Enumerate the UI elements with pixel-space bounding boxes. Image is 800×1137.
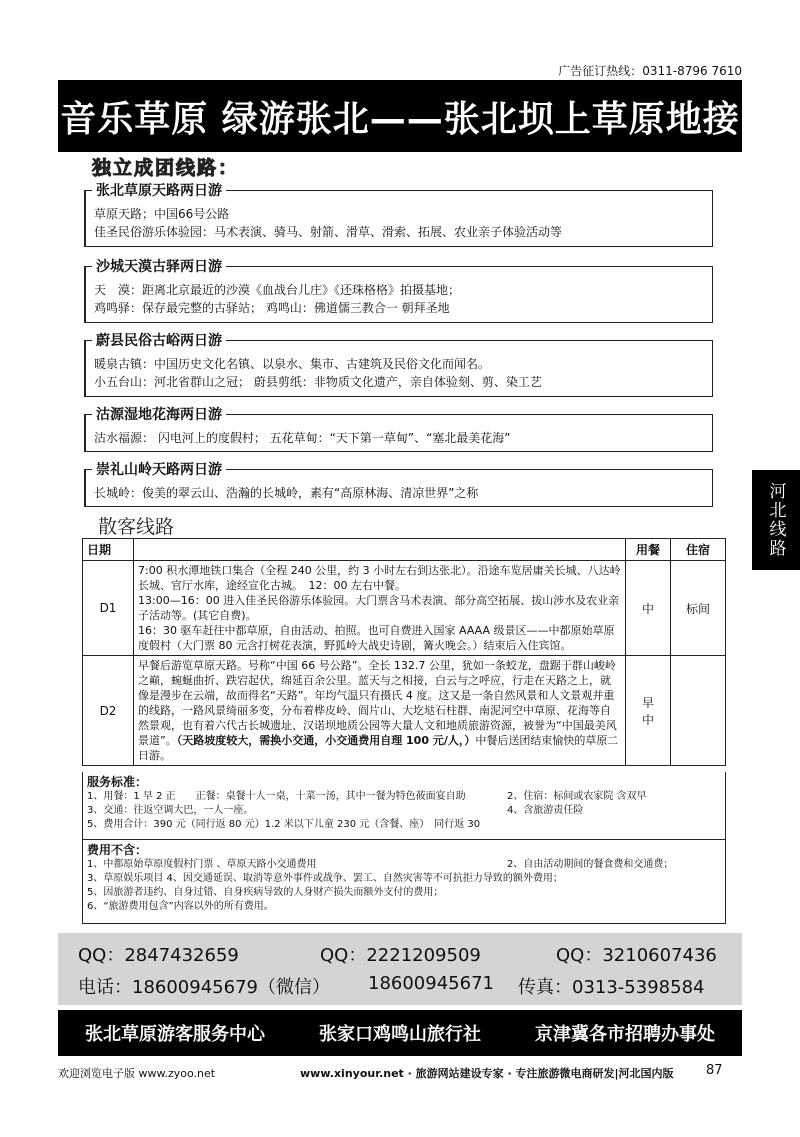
- route-line: 天 漠：距离北京最近的沙漠《血战台儿庄》《还珠格格》拍摄基地；: [94, 283, 461, 297]
- route-line: 小五台山：河北省群山之冠； 蔚县剪纸：非物质文化遗产，亲自体验刻、剪、染工艺: [94, 375, 542, 389]
- info-row: [87, 790, 721, 804]
- service-fee: 5、费用合计：390 元（同行返 80 元）1.2 米以下儿童 230 元（含餐、座） 同行返 30: [87, 819, 481, 830]
- qq-contact: QQ：2221209509: [320, 945, 481, 966]
- service-stay: 2、住宿：标间或农家院 含双早: [507, 791, 647, 802]
- exclude-line: 6、“旅游费用包含”内容以外的所有费用。: [87, 901, 274, 912]
- exclude-line: 3、草原娱乐项目 4、因交通延误、取消等意外事件或战争、罢工、自然灾害等不可抗拒力导致的额外费用；: [87, 873, 563, 884]
- route-line: 鸡鸣驿：保存最完整的古驿站； 鸡鸣山：佛道儒三教合一 朝拜圣地: [94, 301, 450, 315]
- meal-cell: 中: [626, 561, 671, 656]
- service-standard-box: [82, 772, 726, 840]
- meal-breakfast: 早: [641, 695, 654, 710]
- route-box-chongli: [84, 462, 713, 507]
- route-line: 暖泉古镇：中国历史文化名镇、以泉水、集市、古建筑及民俗文化而闻名。: [94, 357, 491, 371]
- contact-panel: [58, 933, 742, 1005]
- route-line: 草原天路；中国66号公路: [94, 207, 230, 221]
- side-tab-label: 河北线路: [765, 482, 786, 558]
- route-line: 沽水福源： 闪电河上的度假村； 五花草甸：“天下第一草甸”、“塞北最美花海”: [94, 431, 511, 445]
- phone-contact-2: 18600945671: [368, 973, 494, 994]
- itinerary-paragraph: 13:00—16：00 进入佳圣民俗游乐体验园。大门票含马术表演、部分高空拓展、拔山涉水及农业亲子活动等。(其它自费)。: [138, 594, 620, 622]
- ebook-link: 欢迎浏览电子版 www.zyoo.net: [58, 1067, 216, 1080]
- header-content: [134, 539, 626, 561]
- org-name: 张家口鸡鸣山旅行社: [319, 1024, 481, 1045]
- route-box-yuxian: [84, 333, 713, 397]
- qq-contact: QQ：2847432659: [78, 945, 239, 966]
- header-meal: 用餐: [626, 539, 671, 561]
- itinerary-table: [82, 538, 726, 766]
- itinerary-paragraph: 中餐后送团结束愉快的草原二日游。: [138, 734, 619, 762]
- fee-exclusion-box: [82, 840, 726, 924]
- itinerary-note-bold: （天路坡度较大，需换小交通，小交通费用自理 100 元/人，）: [176, 734, 476, 747]
- service-insurance: 4、含旅游责任险: [507, 805, 584, 816]
- route-title: 张北草原天路两日游: [92, 180, 226, 200]
- itinerary-paragraph: 16：30 驱车赶往中都草原，自由活动、拍照。也可自费进入国家 AAAA 级景区——中都原始草原度假村（大门票 80 元含打树花表演，野狐岭大战史诗剧，篝火晚会。）结束后入住宾馆。: [138, 624, 615, 652]
- service-traffic: 3、交通：往返空调大巴，一人一座。: [87, 805, 254, 816]
- qq-contact: QQ：3210607436: [556, 945, 717, 966]
- route-title: 沙城天漠古驿两日游: [92, 256, 226, 276]
- info-row: [87, 804, 721, 818]
- info-row: [87, 858, 721, 872]
- table-row-d2: [83, 656, 726, 766]
- site-slogan: www.xinyour.net · 旅游网站建设专家 · 专注旅游微电商研发|河北国内版: [300, 1067, 674, 1080]
- table-row-d1: [83, 561, 726, 656]
- exclude-line: 2、自由活动期间的餐食费和交通费；: [507, 859, 674, 870]
- meal-lunch: 中: [641, 712, 654, 727]
- service-meal: 1、用餐：1 早 2 正 正餐：桌餐十人一桌，十菜一汤，其中一餐为特色莜面宴自助: [87, 791, 466, 802]
- hotel-cell: [671, 656, 726, 766]
- header-hotel: 住宿: [671, 539, 726, 561]
- section-heading-group-routes: 独立成团线路：: [92, 157, 240, 179]
- exclude-line: 1、中都原始草原度假村门票 、草原天路小交通费用: [87, 859, 317, 870]
- exclude-title: 费用不含：: [87, 843, 148, 857]
- route-box-zhangbei: [84, 183, 713, 247]
- fax-contact: 传真：0313-5398584: [518, 977, 705, 998]
- itinerary-paragraph: 早餐后游览草原天路。号称“中国 66 号公路”。全长 132.7 公里，犹如一条蛟龙，盘踞于群山峻岭之巅，蜿蜒曲折、跌宕起伏，绵延百余公里。蓝天与之相接，白云与之呼应，行走在天路之上，就像是漫步在云端，故而得名“天路”。年均气温只有摄氏 4 度。这又是一条自然风景和人文景观并重的线路，一路风景绮丽多变，分布着桦皮岭、阎片山、大圪垯石柱群、南泥河空中草原、花海等自然景观，也有着六代古长城遗址、汉诺坝地质公园等大量人文和地质旅游资源，被誉为“中国最美风景道”。: [138, 659, 617, 747]
- day-cell: D2: [83, 656, 134, 766]
- day-cell: D1: [83, 561, 134, 656]
- route-title: 蔚县民俗古峪两日游: [92, 330, 226, 350]
- route-title: 崇礼山岭天路两日游: [92, 459, 226, 479]
- hotel-cell: 标间: [671, 561, 726, 656]
- route-box-guyuan: [84, 407, 713, 452]
- phone-contact: 电话：18600945679（微信）: [78, 977, 330, 998]
- section-side-tab: [752, 470, 800, 570]
- table-header-row: [83, 539, 726, 561]
- page-banner-title: 音乐草原 绿游张北——张北坝上草原地接: [58, 80, 742, 152]
- meal-cell: [626, 656, 671, 766]
- footer-organizations: [58, 1010, 742, 1056]
- itinerary-cell: [134, 561, 626, 656]
- section-heading-scattered-routes: 散客线路: [98, 516, 175, 538]
- itinerary-paragraph: 7:00 积水潭地铁口集合（全程 240 公里，约 3 小时左右到达张北）。沿途车览居庸关长城、八达岭长城、官厅水库，途经宣化古城。 12：00 左右中餐。: [138, 564, 621, 592]
- itinerary-cell: [134, 656, 626, 766]
- route-line: 长城岭：俊美的翠云山、浩瀚的长城岭，素有“高原林海、清凉世界”之称: [94, 486, 479, 500]
- service-title: 服务标准：: [87, 775, 148, 789]
- org-name: 张北草原游客服务中心: [85, 1024, 265, 1045]
- route-title: 沽源湿地花海两日游: [92, 404, 226, 424]
- ad-hotline: 广告征订热线：0311-8796 7610: [558, 64, 742, 78]
- route-line: 佳圣民俗游乐体验园：马术表演、骑马、射箭、滑草、滑索、拓展、农业亲子体验活动等: [94, 225, 563, 239]
- route-box-shacheng: [84, 259, 713, 323]
- header-day: 日期: [83, 539, 134, 561]
- page-number: 87: [706, 1063, 723, 1078]
- org-name: 京津冀各市招聘办事处: [535, 1024, 715, 1045]
- exclude-line: 5、因旅游者违约、自身过错、自身疾病导致的人身财产损失而额外支付的费用；: [87, 887, 444, 898]
